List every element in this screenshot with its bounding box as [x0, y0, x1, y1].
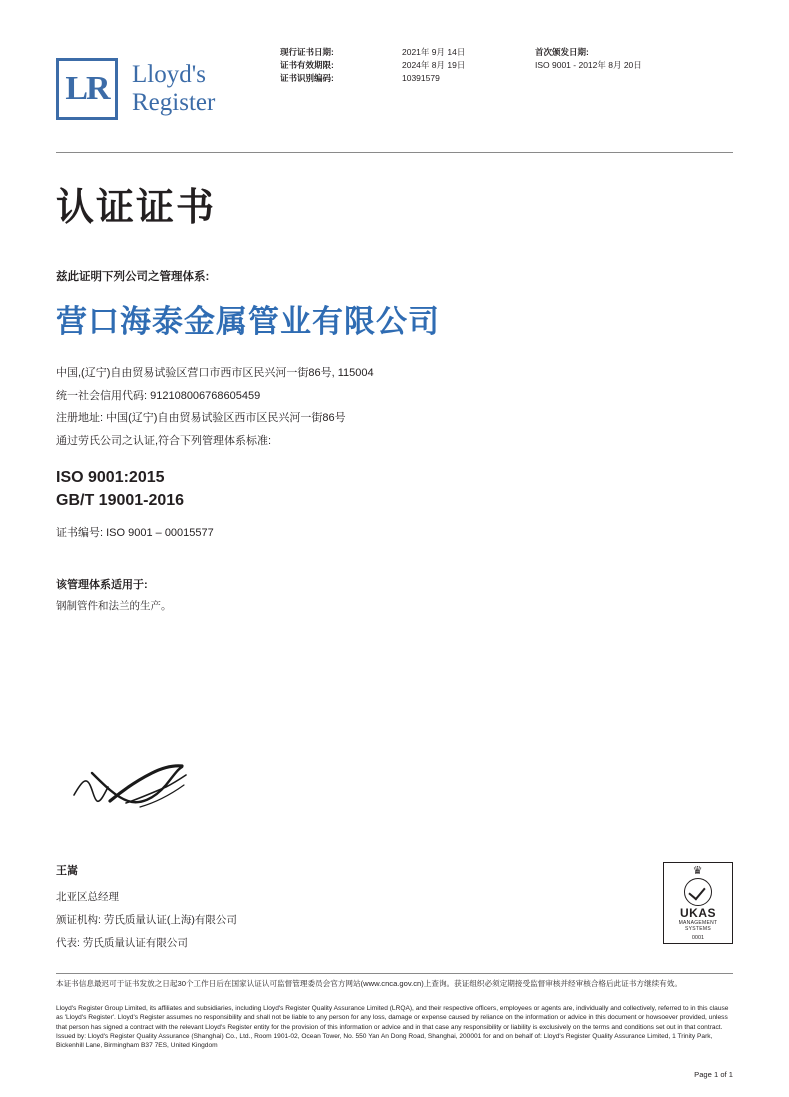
certificate-number: 证书编号: ISO 9001 – 00015577: [56, 527, 214, 539]
meta-value-first-issue: ISO 9001 - 2012年 8月 20日: [535, 60, 642, 71]
meta-values-column: [402, 46, 512, 86]
footer-divider: [56, 973, 733, 974]
checkmark-icon: [684, 878, 712, 906]
meta-value-cert-id: 10391579: [402, 73, 440, 84]
footer-chinese-disclaimer: 本证书信息最迟可于证书发放之日起30个工作日后在国家认证认可监督管理委员会官方网站(www.cnca.gov.cn)上查询。获证组织必须定期接受监督审核并经审核合格后此证书方继续有效。: [56, 979, 682, 988]
ukas-sub-line2: SYSTEMS: [685, 926, 711, 932]
ukas-number: 0001: [691, 935, 705, 941]
scope-title: 该管理体系适用于:: [56, 579, 148, 591]
signatory-name: 王嵩: [56, 865, 78, 877]
standard-iso-9001: ISO 9001:2015: [56, 469, 165, 486]
ukas-accreditation-mark: [663, 862, 733, 944]
company-address: 中国,(辽宁)自由贸易试验区营口市西市区民兴河一街86号, 115004: [56, 367, 374, 379]
document-header: [0, 46, 789, 146]
lloyds-register-logo: [56, 58, 215, 120]
meta-value-valid-until: 2024年 8月 19日: [402, 60, 466, 71]
issuing-body: 颁证机构: 劳氏质量认证(上海)有限公司: [56, 914, 237, 927]
page-title: 认证证书: [56, 187, 217, 229]
header-divider: [56, 152, 733, 153]
logo-mark-text: LR: [65, 70, 109, 107]
signatory-details: [56, 886, 237, 955]
handwritten-signature-icon: [70, 755, 200, 815]
approval-text: 通过劳氏公司之认证,符合下列管理体系标准:: [56, 434, 272, 447]
standard-gbt-19001: GB/T 19001-2016: [56, 492, 185, 510]
company-name: 营口海泰金属管业有限公司: [56, 304, 440, 339]
footer-english-disclaimer: Lloyd's Register Group Limited, its affiliates and subsidiaries, including Lloyd's Register Quality Assurance Limited (LRQA), and their respective officers, employees or agents are, individually and collectively, referred to in this clause as 'Lloyd's Register'. Lloyd's Register assumes no responsibility and shall not be liable to any person for any loss, damage or expense caused by reliance on the information or advice in this document or howsoever provided, unless that person has signed a contract with the relevant Lloyd's Register entity for the provision of this information or advice and in that case any responsibility or liability is exclusively on the terms and conditions set out in that contract. Issued by: Lloyd's Register Quality Assurance (Shanghai) Co., Ltd., Room 1901-02, Ocean Tower, No. 550 Yan An Dong Road, Shanghai, 200001 for and on behalf of: Lloyd's Register Quality Assurance Limited, 1 Trinity Park, Bickenhill Lane, Birmingham B37 7ES, United Kingdom: [56, 1005, 729, 1050]
page-number: Page 1 of 1: [694, 1070, 733, 1079]
logo-wordmark: [132, 61, 215, 117]
meta-first-issue-column: [535, 46, 755, 72]
company-registered-address: 注册地址: 中国(辽宁)自由贸易试验区西市区民兴河一街86号: [56, 412, 346, 425]
logo-wordmark-line2: Register: [132, 89, 216, 116]
ukas-wordmark: UKAS: [679, 906, 716, 920]
representative: 代表: 劳氏质量认证有限公司: [56, 937, 188, 950]
meta-value-issue-date: 2021年 9月 14日: [402, 47, 466, 57]
crown-icon: ♛: [692, 865, 704, 877]
ukas-sub-line1: MANAGEMENT: [678, 920, 718, 926]
meta-label-cert-id: 证书识别编码:: [280, 73, 334, 84]
scope-text: 钢制管件和法兰的生产。: [56, 600, 172, 612]
standards-list: [56, 466, 184, 512]
meta-label-issue-date: 现行证书日期:: [280, 47, 334, 57]
company-credit-code: 统一社会信用代码: 91210800676860​5459: [56, 389, 261, 402]
certification-lead-text: 兹此证明下列公司之管理体系:: [56, 271, 210, 283]
logo-mark-icon: [56, 58, 118, 120]
company-info-block: [56, 362, 374, 452]
signatory-role: 北亚区总经理: [56, 891, 119, 903]
meta-label-valid-until: 证书有效期限:: [280, 60, 334, 71]
meta-labels-column: [280, 46, 390, 86]
logo-wordmark-line1: Lloyd's: [132, 61, 206, 88]
meta-label-first-issue: 首次颁发日期:: [535, 47, 589, 57]
